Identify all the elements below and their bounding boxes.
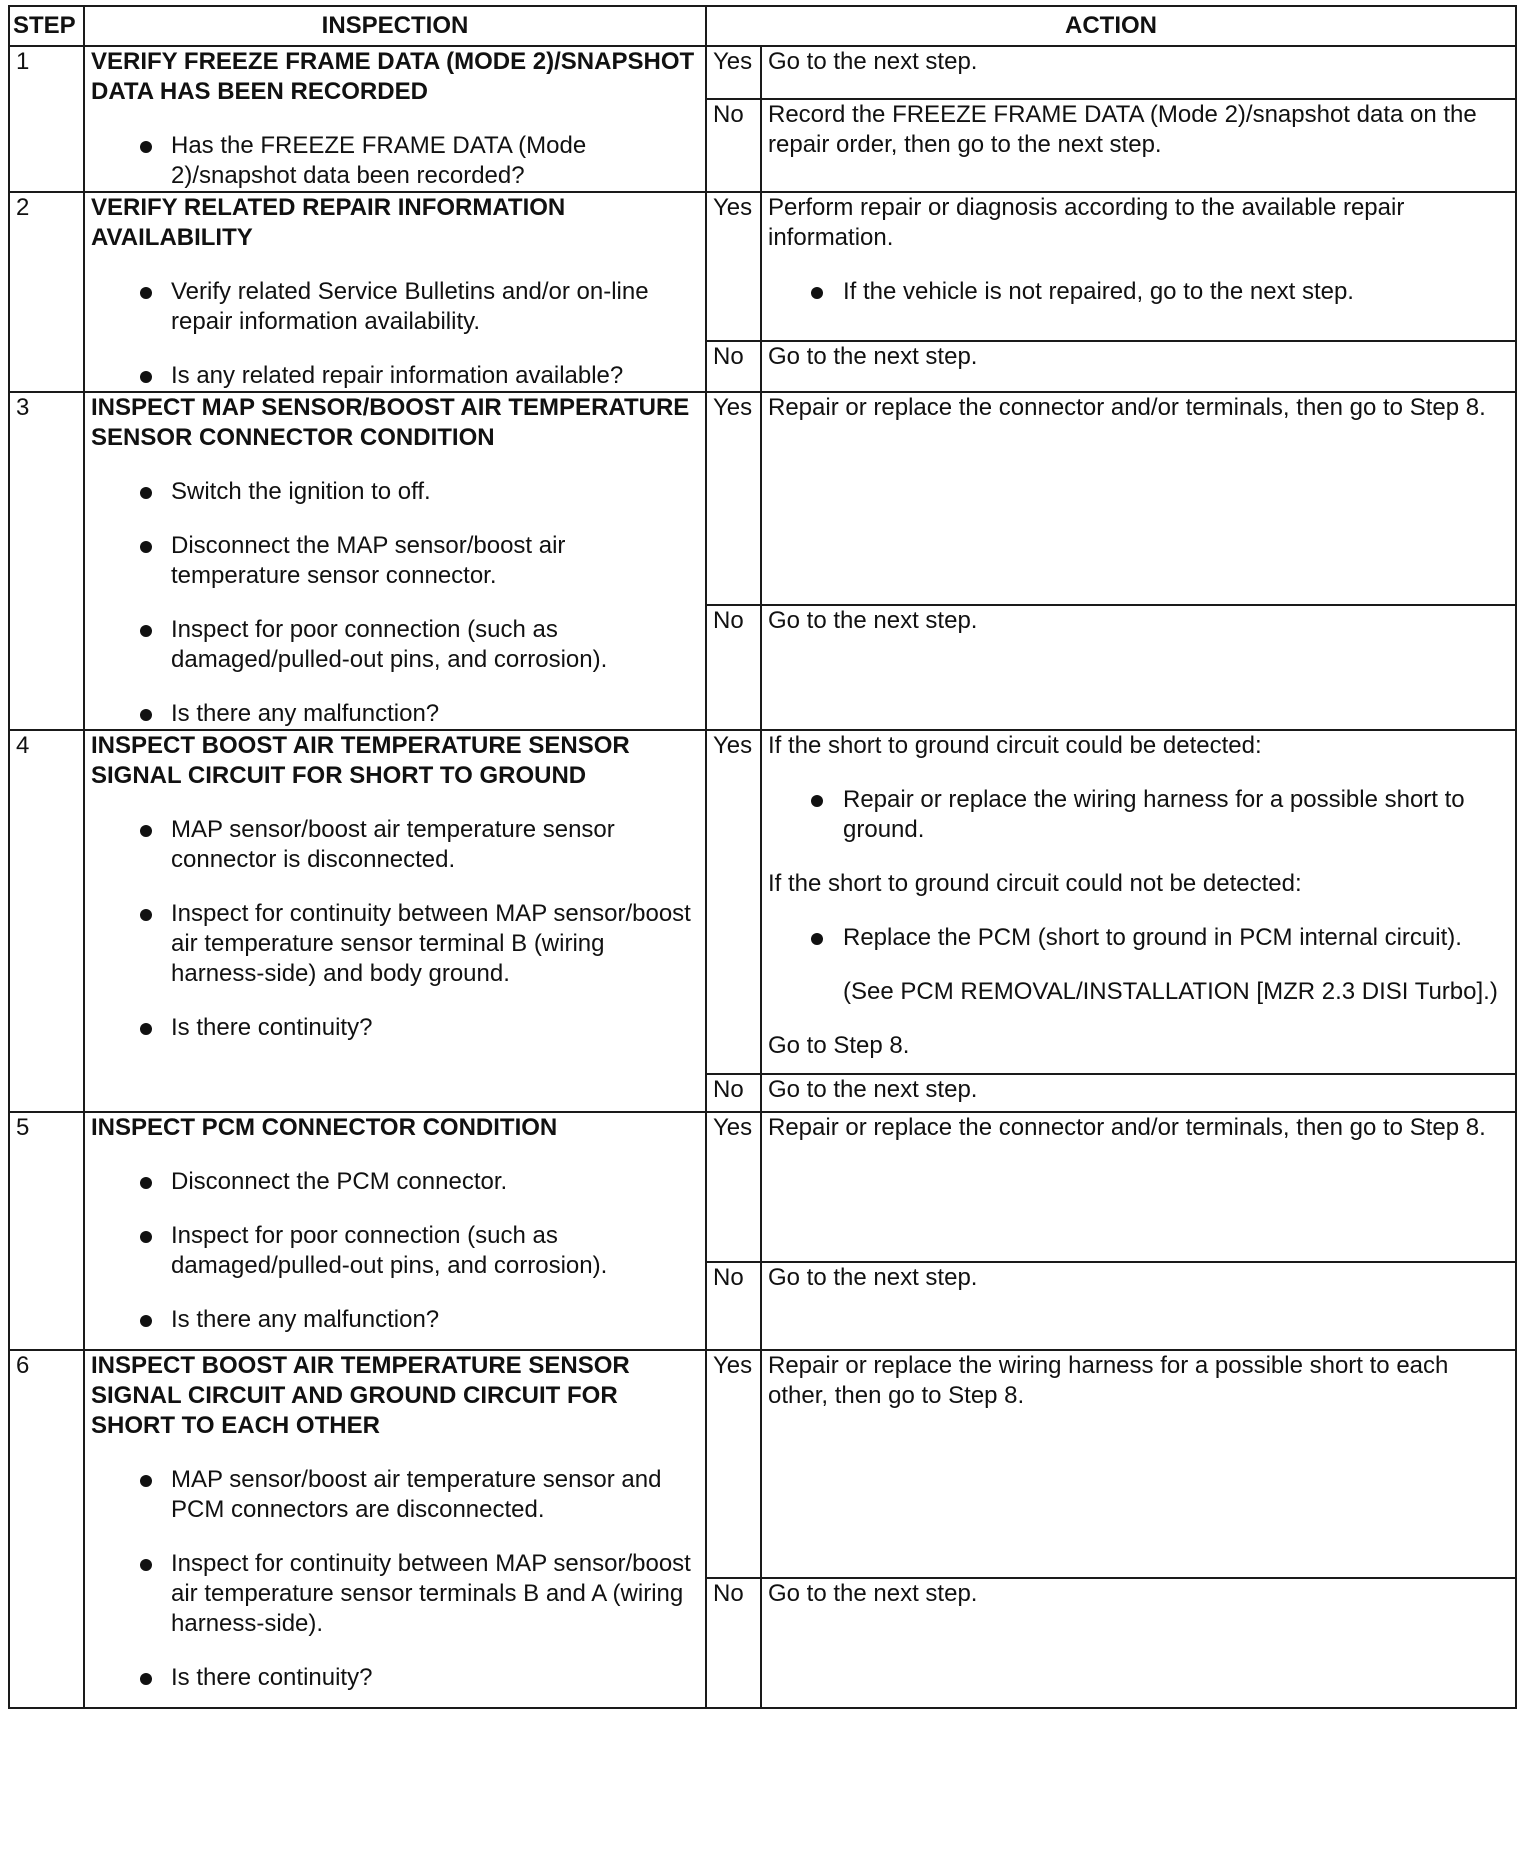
reference-note: (See PCM REMOVAL/INSTALLATION [MZR 2.3 DISI Turbo].) [843,978,1498,1005]
step-title: VERIFY FREEZE FRAME DATA (MODE 2)/SNAPSHOT DATA HAS BEEN RECORDED [91,48,695,105]
step-4-yes-row [9,730,1516,1074]
inspection-bullet: Switch the ignition to off. [91,477,699,507]
step-5-inspection [84,1112,706,1350]
step-1-yes-row [9,46,1516,99]
step-3-yes-row [9,392,1516,605]
yes-label: Yes [706,46,761,99]
step-5-yes-row [9,1112,1516,1262]
bullet-icon [140,1315,152,1327]
bullet-icon [140,1177,152,1189]
step-number: 4 [9,730,84,1112]
step-1-inspection [84,46,706,192]
bullet-icon [140,1023,152,1035]
step-title: INSPECT MAP SENSOR/BOOST AIR TEMPERATURE SENSOR CONNECTOR CONDITION [91,394,690,451]
no-label: No [706,1578,761,1708]
bullet-icon [140,1559,152,1571]
inspection-bullet: Disconnect the MAP sensor/boost air temperature sensor connector. [91,531,699,591]
inspection-bullet: Verify related Service Bulletins and/or on-line repair information availability. [91,277,699,337]
inspection-bullet: Is there any malfunction? [91,699,699,729]
yes-action: Perform repair or diagnosis according to the available repair information. If the vehicle is not repaired, go to the next step. [761,192,1516,341]
no-action: Go to the next step. [761,605,1516,730]
step-4-inspection [84,730,706,1112]
step-title: VERIFY RELATED REPAIR INFORMATION AVAILABILITY [91,194,566,251]
step-6-inspection [84,1350,706,1708]
inspection-bullet: Is there any malfunction? [91,1305,699,1335]
step-number: 5 [9,1112,84,1350]
bullet-icon [140,487,152,499]
bullet-icon [140,1475,152,1487]
bullet-icon [140,909,152,921]
bullet-icon [140,371,152,383]
no-label: No [706,605,761,730]
bullet-icon [140,541,152,553]
step-title: INSPECT BOOST AIR TEMPERATURE SENSOR SIGNAL CIRCUIT FOR SHORT TO GROUND [91,732,630,789]
step-title: INSPECT BOOST AIR TEMPERATURE SENSOR SIGNAL CIRCUIT AND GROUND CIRCUIT FOR SHORT TO EACH OTHER [91,1352,630,1439]
inspection-bullet: Is any related repair information available? [91,361,699,391]
step-2-inspection [84,192,706,392]
header-step: STEP [9,6,84,46]
bullet-icon [140,1231,152,1243]
yes-label: Yes [706,392,761,605]
inspection-bullet: Has the FREEZE FRAME DATA (Mode 2)/snapshot data been recorded? [91,131,699,191]
yes-action: Go to the next step. [761,46,1516,99]
no-label: No [706,1074,761,1112]
inspection-bullet: Is there continuity? [91,1663,699,1693]
diagnostic-table [8,5,1517,1709]
bullet-icon [140,287,152,299]
no-action: Go to the next step. [761,341,1516,392]
yes-label: Yes [706,192,761,341]
yes-action: Repair or replace the wiring harness for a possible short to each other, then go to Step 8. [761,1350,1516,1578]
yes-action: Repair or replace the connector and/or terminals, then go to Step 8. [761,392,1516,605]
action-bullet: Replace the PCM (short to ground in PCM internal circuit). [768,923,1509,953]
action-bullet: If the vehicle is not repaired, go to the next step. [768,277,1509,307]
inspection-bullet: Inspect for continuity between MAP sensor/boost air temperature sensor terminals B and A (wiring harness-side). [91,1549,699,1639]
step-number: 6 [9,1350,84,1708]
yes-label: Yes [706,730,761,1074]
step-2-yes-row [9,192,1516,341]
inspection-bullet: MAP sensor/boost air temperature sensor connector is disconnected. [91,815,699,875]
bullet-icon [140,709,152,721]
step-3-inspection [84,392,706,730]
bullet-icon [811,287,823,299]
no-label: No [706,99,761,192]
action-bullet: Repair or replace the wiring harness for a possible short to ground. [768,785,1509,845]
inspection-bullet: Inspect for poor connection (such as damaged/pulled-out pins, and corrosion). [91,615,699,675]
step-number: 1 [9,46,84,192]
yes-action: Repair or replace the connector and/or terminals, then go to Step 8. [761,1112,1516,1262]
bullet-icon [140,1673,152,1685]
step-number: 3 [9,392,84,730]
yes-label: Yes [706,1112,761,1262]
inspection-bullet: Is there continuity? [91,1013,699,1043]
bullet-icon [811,795,823,807]
inspection-bullet: MAP sensor/boost air temperature sensor and PCM connectors are disconnected. [91,1465,699,1525]
bullet-icon [140,625,152,637]
no-label: No [706,1262,761,1350]
header-action: ACTION [706,6,1516,46]
bullet-icon [140,141,152,153]
step-number: 2 [9,192,84,392]
no-label: No [706,341,761,392]
inspection-bullet: Disconnect the PCM connector. [91,1167,699,1197]
no-action: Record the FREEZE FRAME DATA (Mode 2)/snapshot data on the repair order, then go to the next step. [761,99,1516,192]
bullet-icon [140,825,152,837]
inspection-bullet: Inspect for poor connection (such as damaged/pulled-out pins, and corrosion). [91,1221,699,1281]
yes-label: Yes [706,1350,761,1578]
yes-action: If the short to ground circuit could be detected: Repair or replace the wiring harness for a possible short to ground. If the short to ground circuit could not be detected: Replace the PCM (short to ground in PCM internal circuit). (See PCM REMOVAL/INSTALLATION [MZR 2.3 DISI Turbo].) Go to Step 8. [761,730,1516,1074]
inspection-bullet: Inspect for continuity between MAP sensor/boost air temperature sensor terminal B (wiring harness-side) and body ground. [91,899,699,989]
no-action: Go to the next step. [761,1262,1516,1350]
no-action: Go to the next step. [761,1074,1516,1112]
bullet-icon [811,933,823,945]
table-header-row [9,6,1516,46]
header-inspection: INSPECTION [84,6,706,46]
step-6-yes-row [9,1350,1516,1578]
step-title: INSPECT PCM CONNECTOR CONDITION [91,1114,558,1141]
no-action: Go to the next step. [761,1578,1516,1708]
